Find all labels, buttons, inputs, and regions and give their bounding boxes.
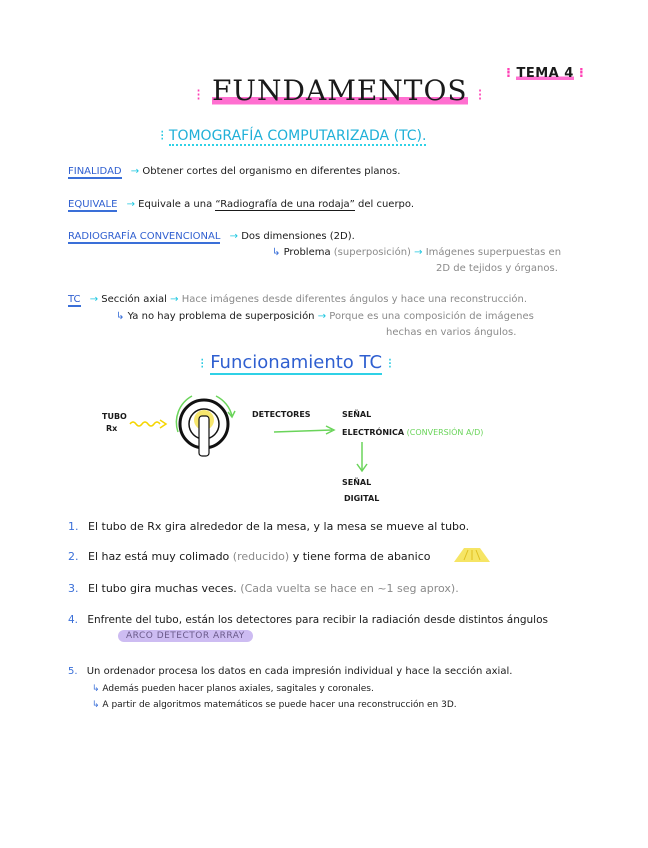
tc-sub-a: Ya no hay problema de superposición [127, 311, 315, 322]
tc-sub-b: Porque es una composición de imágenes [329, 311, 534, 322]
title-deco-left: ⁝ [196, 85, 203, 104]
step-5-sub-b [92, 700, 457, 710]
sub-arrow-icon: ↳ [92, 700, 100, 710]
radiografia-label: RADIOGRAFÍA CONVENCIONAL [68, 231, 221, 242]
xray-wave-icon [130, 422, 160, 426]
arrow-icon: → [130, 166, 140, 177]
title-deco-right: ⁝ [477, 85, 484, 104]
step-text-a: El haz está muy colimado [88, 550, 230, 563]
equivale-label: EQUIVALE [68, 199, 118, 210]
step-5 [68, 666, 512, 677]
sub-text: Además pueden hacer planos axiales, sagitales y coronales. [102, 684, 374, 694]
step-text: Un ordenador procesa los datos en cada impresión individual y hace la sección axial. [86, 666, 513, 677]
arrow-icon: → [229, 231, 239, 242]
arrow-icon: → [89, 294, 99, 305]
step-text: El tubo de Rx gira alrededor de la mesa, y la mesa se mueve al tubo. [88, 520, 470, 533]
arrow-icon: → [414, 247, 423, 258]
tema-tag [506, 66, 584, 81]
arrow-head-icon [160, 420, 166, 428]
diagram-senal-1: SEÑAL [342, 410, 372, 419]
equivale-text-a: Equivale a una [138, 199, 213, 210]
def-radiografia [68, 231, 355, 242]
step-number: 1. [68, 520, 79, 533]
subtitle-deco: ⁝ [160, 128, 165, 144]
tc-sub [116, 311, 534, 322]
subtitle [160, 128, 426, 144]
tema-deco-left: ⁝ [506, 66, 512, 81]
step-note: (reducido) [232, 550, 290, 563]
diagram-senal-4: DIGITAL [344, 494, 380, 503]
sub-arrow-icon: ↳ [272, 247, 281, 258]
step-number: 2. [68, 550, 79, 563]
arrow-icon: → [170, 294, 179, 305]
step-text-a: El tubo gira muchas veces. [88, 582, 237, 595]
sub-arrow-icon: ↳ [92, 684, 100, 694]
arrow-senal-down [354, 440, 370, 474]
def-equivale [68, 199, 414, 210]
tc-sub-c: hechas en varios ángulos. [386, 327, 517, 338]
step-number: 3. [68, 582, 79, 595]
def-tc [68, 294, 527, 305]
radiografia-problem [272, 247, 561, 258]
finalidad-text: Obtener cortes del organismo en diferentes planos. [142, 166, 401, 177]
section-deco-right: ⁝ [387, 356, 393, 372]
title-text: FUNDAMENTOS [212, 74, 468, 107]
step-number: 5. [68, 666, 78, 677]
diagram-detectores: DETECTORES [252, 410, 311, 419]
step-text-b: y tiene forma de abanico [292, 550, 431, 563]
tema-label: TEMA 4 [516, 66, 574, 81]
radiografia-text: Dos dimensiones (2D). [241, 231, 355, 242]
step-number: 4. [68, 614, 79, 626]
problem-note: (superposición) [333, 247, 411, 258]
step-4 [68, 614, 548, 626]
equivale-quote: “Radiografía de una rodaja” [215, 199, 355, 210]
diagram-tubo-1: TUBO [102, 412, 127, 421]
step-4-tag [118, 630, 253, 642]
problem-label: Problema [283, 247, 331, 258]
senal-electronica: ELECTRÓNICA [342, 428, 405, 437]
tema-deco-right: ⁝ [578, 66, 585, 81]
step-5-sub-a [92, 684, 374, 694]
step-1 [68, 520, 469, 533]
arrow-icon: → [126, 199, 135, 210]
section-deco-left: ⁝ [200, 356, 205, 372]
tc-text-a: Sección axial [101, 294, 167, 305]
sub-arrow-icon: ↳ [116, 311, 125, 322]
section-title [200, 352, 392, 373]
fan-beam-icon [452, 546, 492, 564]
senal-conversion: (CONVERSIÓN A/D) [406, 428, 484, 437]
step-text: Enfrente del tubo, están los detectores para recibir la radiación desde distintos ángulos [87, 614, 548, 626]
patient-table [199, 416, 209, 456]
problem-result-2: 2D de tejidos y órganos. [436, 263, 558, 274]
arrow-detectores-senal [272, 424, 342, 440]
tag-text: ARCO DETECTOR ARRAY [126, 631, 245, 641]
def-finalidad [68, 166, 400, 177]
diagram-senal-3: SEÑAL [342, 478, 372, 487]
step-3 [68, 582, 459, 595]
tc-text-b: Hace imágenes desde diferentes ángulos y hace una reconstrucción. [181, 294, 528, 305]
tc-label: TC [68, 294, 81, 305]
page-title [196, 74, 484, 107]
step-2 [68, 550, 430, 563]
arrow-icon: → [317, 311, 327, 322]
diagram-tubo-2: Rx [106, 424, 118, 433]
finalidad-label: FINALIDAD [68, 166, 122, 177]
problem-result: Imágenes superpuestas en [425, 247, 562, 258]
section-title-text: Funcionamiento TC [210, 352, 383, 373]
diagram-senal-2 [342, 428, 483, 437]
subtitle-text: TOMOGRAFÍA COMPUTARIZADA (TC). [168, 128, 427, 144]
step-note: (Cada vuelta se hace en ~1 seg aprox). [240, 582, 459, 595]
equivale-text-b: del cuerpo. [358, 199, 415, 210]
sub-text: A partir de algoritmos matemáticos se puede hacer una reconstrucción en 3D. [102, 700, 457, 710]
